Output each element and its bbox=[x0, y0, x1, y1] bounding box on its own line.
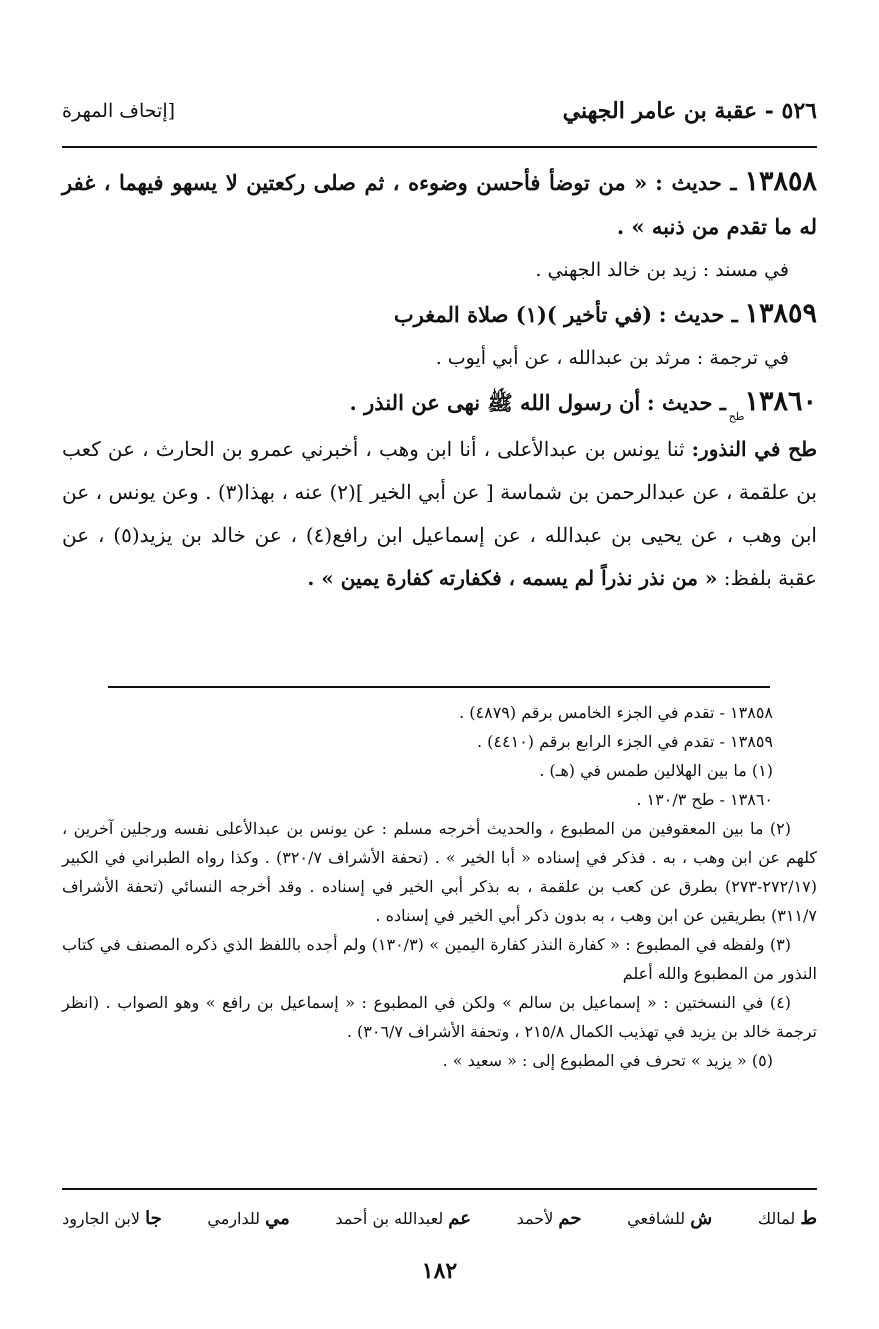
hadith-number: ١٣٨٦٠ bbox=[744, 386, 817, 417]
legend-item: جا لابن الجارود bbox=[62, 1207, 162, 1229]
hadith-label: حديث : bbox=[655, 170, 722, 195]
footnote: (٤) في النسختين : « إسماعيل بن سالم » ولكن في المطبوع : « إسماعيل بن رافع » وهو الصواب . (انظر ترجمة خالد بن يزيد في تهذيب الكمال ٢١٥/٨ ، وتحفة الأشراف ٣٠٦/٧) . bbox=[62, 993, 817, 1041]
entry-source: في مسند : زيد بن خالد الجهني . bbox=[535, 259, 789, 281]
legend-rule bbox=[62, 1188, 817, 1190]
main-text bbox=[62, 160, 817, 600]
entry-source: في ترجمة : مرثد بن عبدالله ، عن أبي أيوب . bbox=[435, 347, 789, 369]
hadith-text: (في تأخير )(١) صلاة المغرب bbox=[393, 302, 653, 327]
running-header bbox=[62, 94, 817, 134]
footnote: (٣) ولفظه في المطبوع : « كفارة النذر كفارة اليمين » (١٣٠/٣) ولم أجده باللفظ الذي ذكره المصنف في كتاب النذور من المطبوع والله أعلم bbox=[62, 935, 817, 983]
legend-item: ش للشافعي bbox=[627, 1207, 713, 1229]
hadith-label: حديث : bbox=[658, 302, 725, 327]
isnad-paragraph bbox=[62, 428, 817, 600]
header-book-title: [إتحاف المهرة bbox=[62, 100, 176, 122]
abbreviation-legend bbox=[62, 1200, 817, 1236]
footnote: ١٣٨٥٩ - تقدم في الجزء الرابع برقم (٤٤١٠) . bbox=[477, 732, 773, 751]
footnote-rule bbox=[108, 686, 770, 688]
hadith-text: أن رسول الله ﷺ نهى عن النذر . bbox=[349, 390, 641, 415]
entry-13858: ١٣٨٥٨ ـ حديث : « من توضأ فأحسن وضوءه ، ثم صلى ركعتين لا يسهو فيهما ، غفر له ما تقدم من ذنبه » . bbox=[62, 166, 817, 239]
legend-item: حم لأحمد bbox=[516, 1207, 582, 1229]
header-rule bbox=[62, 146, 817, 148]
footnote: ١٣٨٦٠ - طح ١٣٠/٣ . bbox=[636, 790, 773, 809]
hadith-label: حديث : bbox=[646, 390, 713, 415]
page-number: ١٨٢ bbox=[421, 1258, 458, 1284]
hadith-number: ١٣٨٥٩ bbox=[744, 298, 817, 329]
legend-item: ط لمالك bbox=[757, 1207, 817, 1229]
footnote: (١) ما بين الهلالين طمس في (هـ) . bbox=[539, 761, 773, 780]
legend-item: عم لعبدالله بن أحمد bbox=[335, 1207, 472, 1229]
hadith-text: « من توضأ فأحسن وضوءه ، ثم صلى ركعتين لا يسهو فيهما ، غفر له ما تقدم من ذنبه » . bbox=[62, 170, 817, 239]
isnad-text: ثنا يونس بن عبدالأعلى ، أنا ابن وهب ، أخبرني عمرو بن الحارث ، عن كعب بن علقمة ، عن عبدالرحمن بن شماسة [ عن أبي الخير ](٢) عنه ، بهذا(٣) . وعن يونس ، عن ابن وهب ، عن يحيى بن عبدالله ، عن إسماعيل ابن رافع(٤) ، عن خالد بن يزيد(٥) ، عن عقبة بلفظ: bbox=[62, 437, 817, 590]
footnote: (٢) ما بين المعقوفين من المطبوع ، والحديث أخرجه مسلم : عن يونس بن عبدالأعلى نفسه ورجلين آخرين ، كلهم عن ابن وهب ، به . فذكر في إسناده « أبا الخير » . (تحفة الأشراف ٣٢٠/٧) . وكذا رواه الطبراني في الكبير (٢٧٢/١٧-٢٧٣) بطرق عن كعب بن علقمة ، به بذكر أبي الخير في إسناده . وقد أخرجه النسائي (تحفة الأشراف ٣١١/٧) بطريقين عن ابن وهب ، به بدون ذكر أبي الخير في إسناده . bbox=[62, 819, 817, 925]
entry-13860: $١٣٨٦٠_{طح}$ ـ حديث : أن رسول الله ﷺ نهى عن النذر . bbox=[349, 386, 817, 423]
isnad-quote: « من نذر نذراً لم يسمه ، فكفارته كفارة يمين » . bbox=[307, 566, 718, 590]
header-page-ref: ٥٢٦ - عقبة بن عامر الجهني bbox=[562, 98, 817, 124]
footnote: (٥) « يزيد » تحرف في المطبوع إلى : « سعيد » . bbox=[442, 1051, 773, 1070]
legend-item: مي للدارمي bbox=[207, 1207, 290, 1229]
footnotes bbox=[62, 698, 817, 1075]
entry-13859: ١٣٨٥٩ ـ حديث : (في تأخير )(١) صلاة المغرب bbox=[393, 298, 817, 329]
footnote: ١٣٨٥٨ - تقدم في الجزء الخامس برقم (٤٨٧٩) . bbox=[459, 703, 773, 722]
margin-mark: طح bbox=[728, 410, 745, 423]
isnad-intro: طح في النذور: bbox=[691, 437, 817, 461]
hadith-number: ١٣٨٥٨ bbox=[744, 166, 817, 197]
